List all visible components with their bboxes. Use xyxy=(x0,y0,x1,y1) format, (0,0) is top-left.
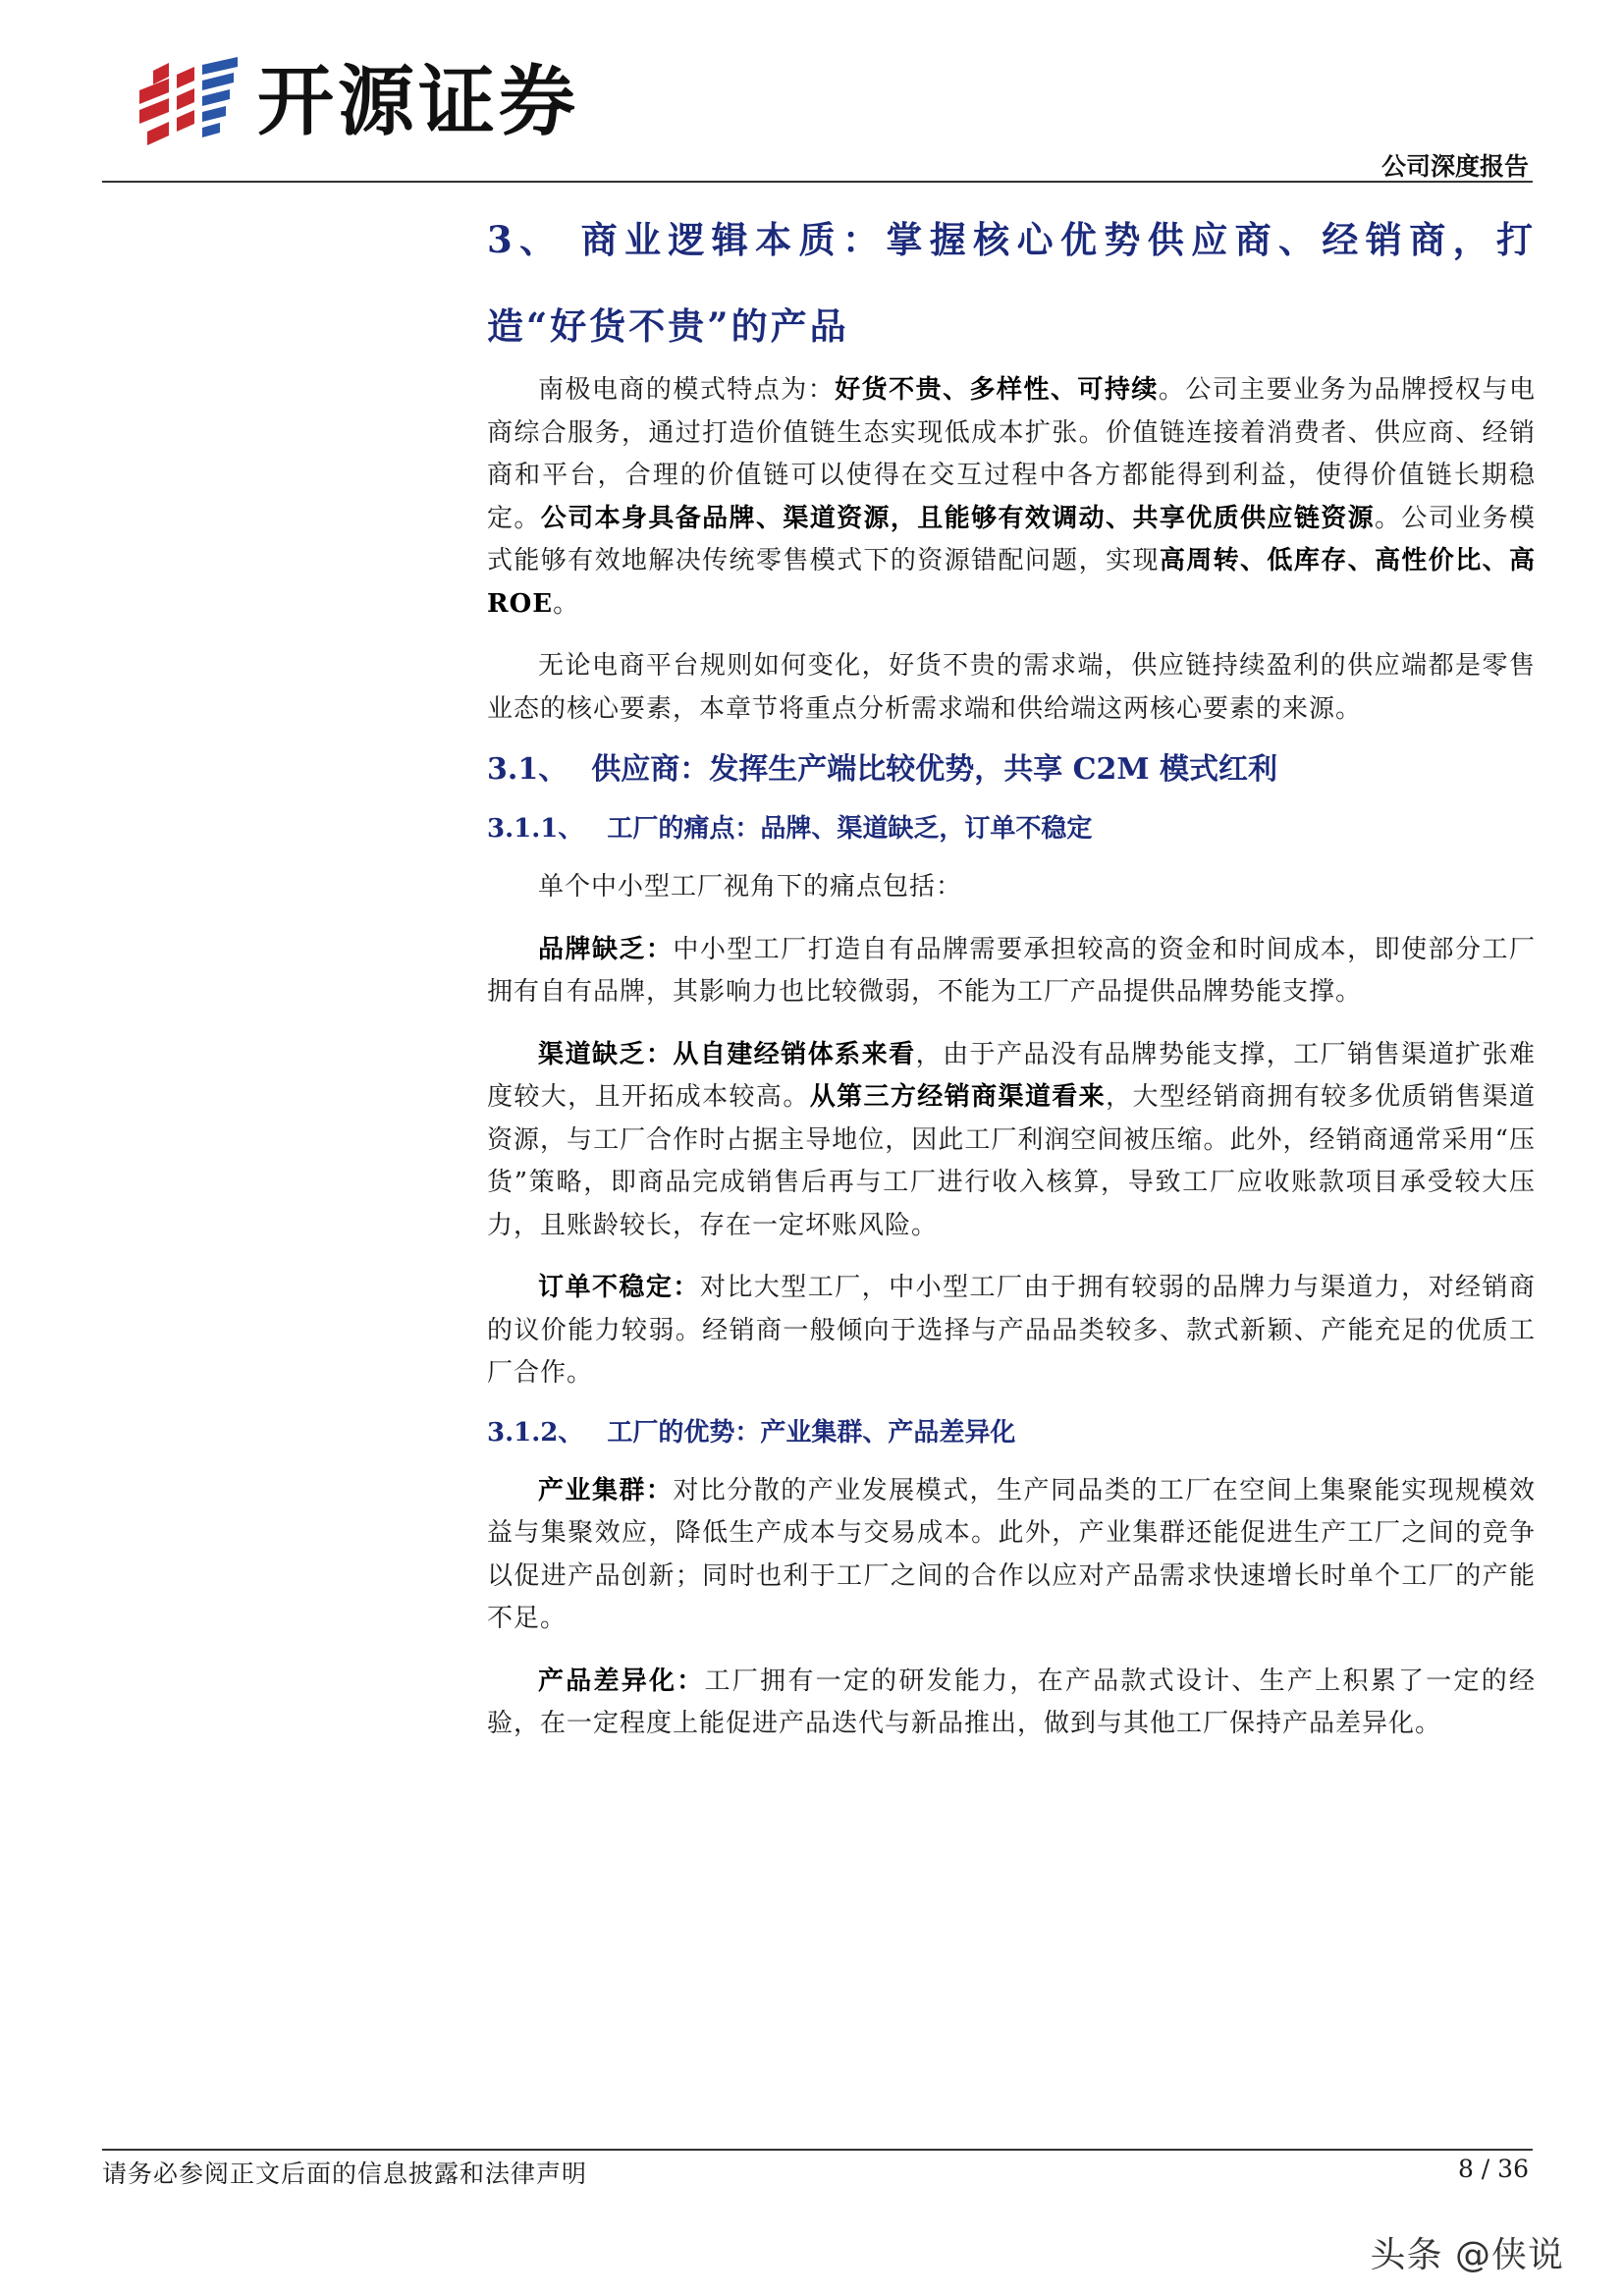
subsection-heading-3-1 xyxy=(487,750,1536,790)
bold-run: 品牌缺乏： xyxy=(538,934,674,964)
paragraph-pain-points-intro: 单个中小型工厂视角下的痛点包括： xyxy=(538,872,963,902)
text-run: 中小型工厂打造自有品牌需要承担较高的资金和时间成本，即使部分工厂拥有自有品牌，其影响力也比较微弱，不能为工厂产品提供品牌势能支撑。 xyxy=(487,934,1536,1007)
subsection-heading-3-1-2 xyxy=(487,1415,1536,1450)
bold-run: 订单不稳定： xyxy=(538,1273,700,1302)
section-heading xyxy=(487,196,1536,369)
paragraph-order-instability xyxy=(487,1267,1536,1395)
text-run: 工厂拥有一定的研发能力，在产品款式设计、生产上积累了一定的经验，在一定程度上能促进产品迭代与新品推出，做到与其他工厂保持产品差异化。 xyxy=(487,1666,1536,1738)
page-number: 8 / 36 xyxy=(1457,2155,1529,2183)
text-run: ，由于产品没有品牌势能支撑，工厂销售渠道扩张难度较大，且开拓成本较高。 xyxy=(487,1039,1536,1112)
text-run: 。公司业务模式能够有效地解决传统零售模式下的资源错配问题，实现 xyxy=(487,503,1536,575)
text-run: 对比分散的产业发展模式，生产同品类的工厂在空间上集聚能实现规模效益与集聚效应，降低生产成本与交易成本。此外，产业集群还能促进生产工厂之间的竞争以促进产品创新；同时也利于工厂之间的合作以应对产品需求快速增长时单个工厂的产能不足。 xyxy=(487,1475,1536,1633)
footer-divider xyxy=(102,2149,1533,2151)
section-title: 商业逻辑本质：掌握核心优势供应商、经销商，打造“好货不贵”的产品 xyxy=(487,218,1537,348)
subsection-heading-3-1-1 xyxy=(487,811,1536,847)
text-run: 南极电商的模式特点为： xyxy=(538,375,836,405)
bold-run: 渠道缺乏：从自建经销体系来看 xyxy=(538,1039,916,1069)
page-header xyxy=(0,0,1623,187)
text-run: ，大型经销商拥有较多优质销售渠道资源，与工厂合作时占据主导地位，因此工厂利润空间被压缩。此外，经销商通常采用“压货”策略，即商品完成销售后再与工厂进行收入核算，导致工厂应收账款项目承受较大压力，且账龄较长，存在一定坏账风险。 xyxy=(487,1082,1536,1240)
section-number: 3、 xyxy=(487,218,564,261)
bold-run: 产业集群： xyxy=(538,1475,674,1505)
subsection-number: 3.1、 xyxy=(487,752,568,787)
watermark: 头条 @侠说 xyxy=(1370,2235,1564,2275)
paragraph-core-elements: 无论电商平台规则如何变化，好货不贵的需求端，供应链持续盈利的供应端都是零售业态的核心要素，本章节将重点分析需求端和供给端这两核心要素的来源。 xyxy=(487,651,1536,724)
header-divider xyxy=(102,181,1533,183)
paragraph-model-features xyxy=(487,369,1536,626)
text-run: 。 xyxy=(553,588,580,619)
report-type: 公司深度报告 xyxy=(1380,152,1529,181)
subsection-title: 工厂的痛点：品牌、渠道缺乏，订单不稳定 xyxy=(607,814,1093,844)
subsection-title: 工厂的优势：产业集群、产品差异化 xyxy=(607,1417,1016,1448)
bold-run: 公司本身具备品牌、渠道资源，且能够有效调动、共享优质供应链资源 xyxy=(540,503,1375,533)
footer-disclaimer: 请务必参阅正文后面的信息披露和法律声明 xyxy=(102,2159,588,2188)
subsection-title: 供应商：发挥生产端比较优势，共享 C2M 模式红利 xyxy=(591,752,1278,787)
paragraph-brand-lack xyxy=(487,929,1536,1014)
subsection-number: 3.1.2、 xyxy=(487,1417,584,1448)
paragraph-product-differentiation xyxy=(487,1661,1536,1746)
bold-run: 高周转、低库存、高性价比、高 ROE xyxy=(487,546,1536,619)
subsection-number: 3.1.1、 xyxy=(487,814,584,844)
bold-run: 好货不贵、多样性、可持续 xyxy=(835,375,1159,405)
bold-run: 产品差异化： xyxy=(538,1666,705,1696)
text-run: 对比大型工厂，中小型工厂由于拥有较弱的品牌力与渠道力，对经销商的议价能力较弱。经销商一般倾向于选择与产品品类较多、款式新颖、产能充足的优质工厂合作。 xyxy=(487,1273,1536,1388)
paragraph-channel-lack xyxy=(487,1034,1536,1248)
text-run: 。公司主要业务为品牌授权与电商综合服务，通过打造价值链生态实现低成本扩张。价值链连接着消费者、供应商、经销商和平台，合理的价值链可以使得在交互过程中各方都能得到利益，使得价值链长期稳定。 xyxy=(487,375,1536,533)
paragraph-industry-cluster xyxy=(487,1470,1536,1641)
kaiyuan-logo-icon xyxy=(135,57,243,147)
main-content xyxy=(487,196,1536,1766)
brand-name: 开源证券 xyxy=(257,58,580,146)
bold-run: 从第三方经销商渠道看来 xyxy=(809,1082,1107,1112)
